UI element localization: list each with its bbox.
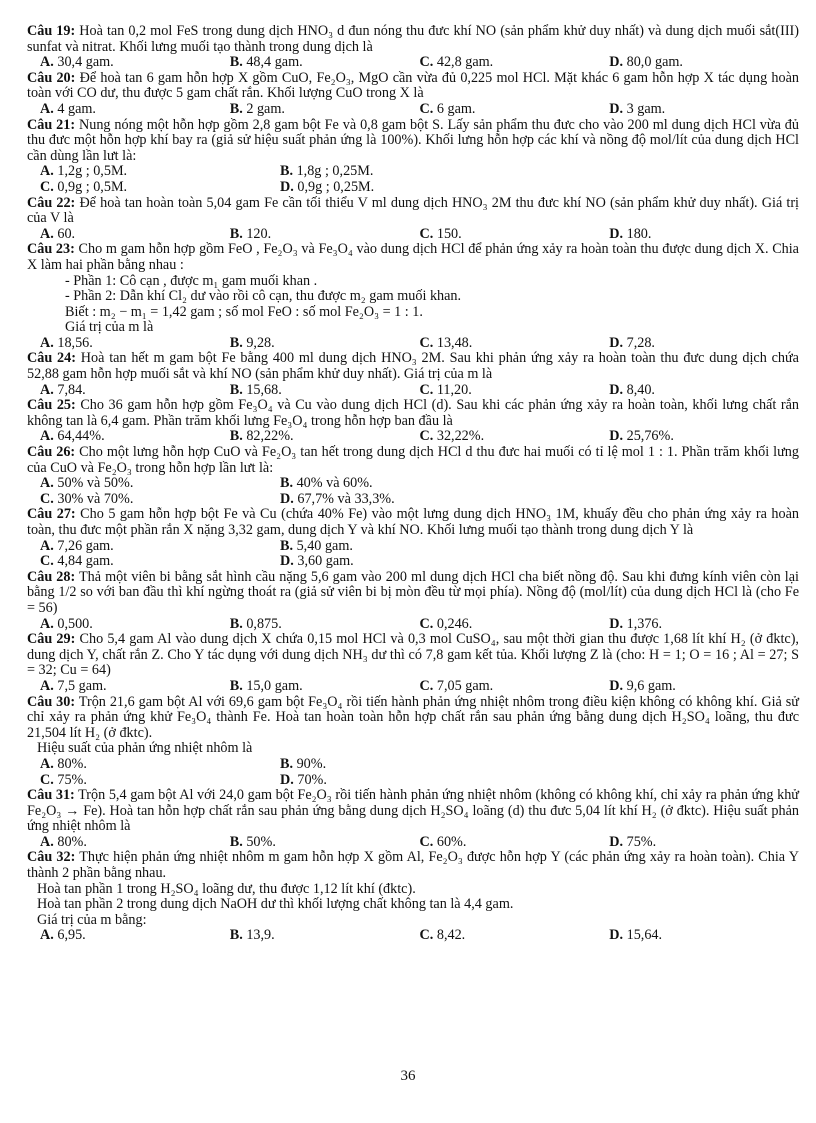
option-value: 120.: [246, 225, 272, 242]
option-value: 0,246.: [436, 615, 473, 632]
option-letter: B.: [229, 428, 243, 445]
answer-option: [230, 429, 420, 445]
answer-options: [27, 336, 799, 352]
question-body: Cho 5,4 gam Al vào dung dịch X chứa 0,15 mol HCl và 0,3 mol CuSO₄, sau một thời gian thu được 1,68 lít khí H₂ (ở đktc), dung dịch Y, chất rắn Z. Cho Y tác dụng với dung dịch NH₃ dư thì có 7,8 gam kết tủa. Khối lượng Z là (cho: H = 1; O = 16 ; Al = 27; S = 32; Cu = 64): [27, 631, 799, 679]
option-letter: A.: [40, 428, 54, 445]
option-value: 8,40.: [626, 381, 655, 398]
option-value: 80%.: [57, 833, 87, 850]
question-text: [27, 507, 799, 538]
option-value: 70%.: [297, 771, 327, 788]
question-block: [27, 351, 799, 398]
option-letter: B.: [229, 334, 243, 351]
option-value: 50%.: [246, 833, 276, 850]
option-letter: C.: [419, 225, 434, 242]
question-text: [27, 632, 799, 679]
answer-options: [27, 429, 799, 445]
answer-option: [609, 679, 799, 695]
option-value: 7,05 gam.: [436, 677, 494, 694]
question-label: Câu 24:: [27, 350, 76, 367]
question-text: [27, 570, 799, 617]
answer-options: [27, 757, 799, 788]
answer-option: [230, 617, 420, 633]
option-value: 6 gam.: [436, 100, 476, 117]
question-block: [27, 632, 799, 694]
option-value: 11,20.: [436, 381, 472, 398]
question-block: [27, 850, 799, 944]
option-letter: C.: [40, 178, 54, 195]
question-text: [27, 351, 799, 382]
option-letter: D.: [609, 100, 624, 117]
option-value: 67,7% và 33,3%.: [297, 490, 395, 507]
option-value: 2 gam.: [246, 100, 285, 117]
option-letter: A.: [40, 225, 54, 242]
answer-option: [40, 336, 230, 352]
option-letter: D.: [280, 553, 294, 570]
option-value: 75%.: [626, 833, 657, 850]
answer-options: [27, 227, 799, 243]
answer-options: [27, 164, 799, 195]
option-letter: D.: [280, 771, 294, 788]
question-text: [27, 398, 799, 429]
answer-option: [280, 539, 520, 555]
option-value: 8,42.: [436, 927, 466, 944]
answer-option: [40, 102, 230, 118]
answer-option: [420, 102, 610, 118]
option-letter: D.: [609, 381, 624, 398]
option-letter: D.: [280, 178, 294, 195]
question-block: [27, 24, 799, 71]
option-letter: C.: [419, 615, 434, 632]
option-letter: D.: [609, 334, 624, 351]
answer-option: [230, 102, 420, 118]
answer-option: [40, 180, 280, 196]
answer-option: [40, 55, 230, 71]
option-letter: D.: [609, 615, 624, 632]
question-label: Câu 32:: [27, 849, 76, 866]
option-value: 82,22%.: [246, 428, 294, 445]
option-letter: C.: [419, 334, 434, 351]
option-value: 9,28.: [246, 334, 275, 351]
answer-options: [27, 539, 799, 570]
answer-option: [40, 773, 280, 789]
option-value: 1,376.: [626, 615, 663, 632]
answer-option: [420, 336, 610, 352]
option-letter: B.: [229, 833, 243, 850]
answer-options: [27, 617, 799, 633]
option-value: 9,6 gam.: [626, 677, 676, 694]
question-body: Thả một viên bi bằng sắt hình cầu nặng 5,6 gam vào 200 ml dung dịch HCl cha biết nồng độ. Sau khi đưng kính viên còn lại bằng 1/2 so với ban đầu thì khí ngừng thoát ra (giả sử viên bi bị mòn đều từ mọi phía). Nồng độ (mol/lít) của dung dịch HCl là (cho Fe = 56): [27, 568, 799, 616]
option-value: 13,9.: [246, 927, 275, 944]
answer-option: [280, 476, 520, 492]
page-number: 36: [400, 1068, 416, 1084]
option-value: 18,56.: [57, 334, 93, 351]
question-block: [27, 118, 799, 196]
option-letter: A.: [40, 334, 54, 351]
option-letter: C.: [419, 833, 434, 850]
answer-options: [27, 383, 799, 399]
answer-options: [27, 928, 799, 944]
answer-option: [420, 928, 610, 944]
answer-option: [609, 227, 799, 243]
option-letter: B.: [229, 381, 243, 398]
question-text: [27, 118, 799, 165]
answer-option: [420, 679, 610, 695]
option-letter: D.: [609, 927, 624, 944]
option-letter: A.: [40, 537, 54, 554]
question-block: [27, 242, 799, 351]
option-value: 75%.: [57, 771, 87, 788]
question-text: [27, 788, 799, 835]
answer-option: [609, 429, 799, 445]
question-label: Câu 30:: [27, 693, 76, 710]
question-label: Câu 29:: [27, 631, 76, 648]
question-label: Câu 27:: [27, 506, 76, 523]
option-value: 6,95.: [57, 927, 86, 944]
question-block: [27, 570, 799, 632]
question-text: [27, 445, 799, 476]
question-subline: Giá trị của m là: [65, 319, 154, 336]
option-value: 0,9g ; 0,5M.: [57, 178, 128, 195]
answer-option: [420, 617, 610, 633]
question-label: Câu 19:: [27, 23, 76, 39]
answer-option: [420, 227, 610, 243]
question-subline: Hoà tan phần 2 trong dung dịch NaOH dư thì khối lượng chất không tan là 4,4 gam.: [37, 896, 514, 913]
answer-option: [609, 383, 799, 399]
answer-option: [280, 180, 520, 196]
question-body: Trộn 21,6 gam bột Al với 69,6 gam bột Fe₃O₄ rồi tiến hành phản ứng nhiệt nhôm trong điều kiện không có không khí. Giả sử chỉ xảy ra phản ứng khử Fe₃O₄ thành Fe. Hoà tan hoàn toàn hỗn hợp chất rắn sau phản ứng bằng dung dịch H₂SO₄ loãng, thu đưc 21,504 lít H₂ (ở đktc).: [27, 693, 799, 741]
option-letter: D.: [609, 677, 624, 694]
question-body: Hoà tan 0,2 mol FeS trong dung dịch HNO₃ d đun nóng thu đưc khí NO (sản phẩm khử duy nhất) và dung dịch muối sắt(III) sunfat và nitrat. Khối lưng muối tạo thành trong dung dịch là: [27, 23, 799, 55]
answer-option: [40, 928, 230, 944]
question-subline: - Phần 1: Cô cạn , được m₁ gam muối khan .: [65, 272, 318, 289]
answer-option: [40, 476, 280, 492]
answer-option: [609, 928, 799, 944]
answer-option: [609, 102, 799, 118]
option-letter: B.: [280, 537, 294, 554]
option-letter: A.: [40, 475, 54, 492]
option-letter: D.: [280, 490, 294, 507]
option-value: 5,40 gam.: [296, 537, 353, 554]
option-letter: B.: [229, 225, 243, 242]
option-value: 0,500.: [57, 615, 93, 632]
option-letter: B.: [229, 100, 243, 117]
option-value: 15,64.: [626, 927, 663, 944]
option-letter: C.: [419, 428, 434, 445]
option-letter: B.: [280, 163, 294, 180]
option-letter: C.: [40, 553, 54, 570]
option-value: 30% và 70%.: [57, 490, 134, 507]
option-value: 150.: [436, 225, 462, 242]
answer-option: [230, 928, 420, 944]
answer-option: [609, 55, 799, 71]
answer-option: [40, 164, 280, 180]
option-letter: C.: [419, 381, 434, 398]
option-letter: A.: [40, 755, 54, 772]
question-text: [27, 71, 799, 102]
question-label: Câu 28:: [27, 568, 76, 585]
option-value: 0,875.: [246, 615, 282, 632]
answer-option: [280, 554, 520, 570]
answer-option: [230, 55, 420, 71]
option-letter: B.: [229, 615, 243, 632]
option-letter: A.: [40, 100, 54, 117]
answer-option: [420, 383, 610, 399]
question-list: [27, 24, 799, 944]
answer-option: [420, 429, 610, 445]
option-value: 32,22%.: [436, 428, 485, 445]
option-letter: C.: [40, 771, 54, 788]
question-body: Cho một lưng hỗn hợp CuO và Fe₂O₃ tan hết trong dung dịch HCl d thu đưc hai muối có tỉ lệ mol 1 : 1. Phần trăm khối lưng của CuO và Fe₂O₃ trong hỗn hợp lần lưt là:: [27, 444, 799, 476]
answer-options: [27, 102, 799, 118]
answer-options: [27, 55, 799, 71]
question-label: Câu 20:: [27, 69, 76, 86]
question-subline: Hiệu suất của phản ứng nhiệt nhôm là: [37, 740, 253, 757]
answer-option: [230, 679, 420, 695]
question-subline: Biết : m₂ − m₁ = 1,42 gam ; số mol FeO : số mol Fe₂O₃ = 1 : 1.: [65, 303, 423, 320]
option-letter: A.: [40, 615, 54, 632]
answer-option: [230, 336, 420, 352]
answer-option: [40, 429, 230, 445]
question-text: [27, 196, 799, 227]
question-block: [27, 445, 799, 507]
question-label: Câu 25:: [27, 397, 76, 414]
answer-option: [280, 164, 520, 180]
option-value: 1,2g ; 0,5M.: [57, 163, 128, 180]
question-body: Nung nóng một hỗn hợp gồm 2,8 gam bột Fe và 0,8 gam bột S. Lấy sản phẩm thu đưc cho vào 200 ml dung dịch HCl vừa đủ thu đưc một hỗn hợp khí bay ra (giả sử hiệu suất phản ứng là 100%). Khối lưng hỗn hợp các khí và nồng độ mol/lít của dung dịch HCl cần dùng lần lưt là:: [27, 116, 799, 164]
question-text: [27, 695, 799, 742]
question-text: [27, 850, 799, 881]
question-text: [27, 24, 799, 55]
answer-option: [420, 835, 610, 851]
answer-options: [27, 476, 799, 507]
answer-option: [280, 773, 520, 789]
option-letter: C.: [419, 100, 434, 117]
option-value: 60%.: [436, 833, 467, 850]
option-value: 80%.: [57, 755, 87, 772]
option-value: 7,28.: [626, 334, 655, 351]
option-value: 3,60 gam.: [297, 553, 354, 570]
question-body: Cho 5 gam hỗn hợp bột Fe và Cu (chứa 40% Fe) vào một lưng dung dịch HNO₃ 1M, khuấy đều cho phản ứng xảy ra hoàn toàn, thu đưc một phần rắn X nặng 3,32 gam, dung dịch Y và khí NO. Khối lưng muối tạo thành trong dung dịch Y là: [27, 506, 799, 538]
option-value: 40% và 60%.: [296, 475, 373, 492]
question-body: Trộn 5,4 gam bột Al với 24,0 gam bột Fe₂O₃ rồi tiến hành phản ứng nhiệt nhôm (không có không khí, chỉ xảy ra phản ứng khử Fe₂O₃ → Fe). Hoà tan hỗn hợp chất rắn sau phản ứng bằng dung dịch H₂SO₄ loãng (d) thu đưc 5,04 lít khí H₂ (ở đktc). Hiệu suất phản ứng nhiệt nhôm là: [27, 787, 799, 835]
answer-options: [27, 679, 799, 695]
option-letter: A.: [40, 54, 54, 71]
answer-option: [609, 336, 799, 352]
option-letter: C.: [419, 927, 434, 944]
option-value: 4 gam.: [57, 100, 96, 117]
question-block: [27, 71, 799, 118]
option-value: 48,4 gam.: [246, 54, 303, 71]
question-body: Hoà tan hết m gam bột Fe bằng 400 ml dung dịch HNO₃ 2M. Sau khi phản ứng xảy ra hoàn toàn thu đưc dung dịch chứa 52,88 gam hỗn hợp muối sắt và khí NO (sản phẩm khử duy nhất). Giá trị của m là: [27, 350, 799, 383]
option-value: 0,9g ; 0,25M.: [297, 178, 375, 195]
question-label: Câu 26:: [27, 444, 76, 461]
option-value: 15,0 gam.: [246, 677, 303, 694]
answer-option: [40, 679, 230, 695]
option-value: 42,8 gam.: [436, 54, 494, 71]
option-letter: D.: [609, 428, 624, 445]
option-letter: D.: [609, 833, 624, 850]
option-letter: D.: [609, 54, 624, 71]
option-letter: A.: [40, 163, 54, 180]
option-letter: A.: [40, 677, 54, 694]
question-body: Thực hiện phản ứng nhiệt nhôm m gam hỗn hợp X gồm Al, Fe₂O₃ được hỗn hợp Y (các phản ứng xảy ra hoàn toàn). Chia Y thành 2 phần bằng nhau.: [27, 849, 799, 882]
question-block: [27, 398, 799, 445]
answer-option: [230, 835, 420, 851]
question-label: Câu 22:: [27, 194, 76, 211]
option-letter: A.: [40, 833, 54, 850]
answer-option: [609, 617, 799, 633]
option-value: 15,68.: [246, 381, 282, 398]
question-label: Câu 31:: [27, 787, 75, 804]
option-value: 1,8g ; 0,25M.: [296, 163, 374, 180]
question-body: Cho m gam hỗn hợp gồm FeO , Fe₂O₃ và Fe₃O₄ vào dung dịch HCl để phản ứng xảy ra hoàn toàn thu được dung dịch X. Chia X làm hai phần bằng nhau :: [27, 241, 799, 273]
question-label: Câu 23:: [27, 241, 75, 258]
answer-option: [280, 492, 520, 508]
answer-option: [40, 835, 230, 851]
question-subline: Giá trị của m bằng:: [37, 911, 147, 928]
question-body: Để hoà tan hoàn toàn 5,04 gam Fe cần tối thiểu V ml dung dịch HNO₃ 2M thu đưc khí NO (sản phẩm khử duy nhất). Giá trị của V là: [27, 194, 799, 227]
option-value: 7,84.: [57, 381, 86, 398]
option-value: 25,76%.: [626, 428, 674, 445]
question-body: Để hoà tan 6 gam hỗn hợp X gồm CuO, Fe₂O₃, MgO cần vừa đủ 0,225 mol HCl. Mặt khác 6 gam hỗn hợp X tác dụng hoàn toàn với CO dư, thu được 5 gam chất rắn. Khối lượng CuO trong X là: [27, 69, 799, 102]
option-letter: C.: [419, 54, 434, 71]
question-subline: - Phần 2: Dẫn khí Cl₂ dư vào rồi cô cạn, thu được m₂ gam muối khan.: [65, 288, 462, 305]
answer-option: [230, 227, 420, 243]
answer-option: [40, 492, 280, 508]
question-block: [27, 788, 799, 850]
option-value: 7,5 gam.: [57, 677, 107, 694]
option-letter: B.: [280, 475, 294, 492]
option-value: 64,44%.: [57, 428, 105, 445]
question-block: [27, 196, 799, 243]
option-value: 3 gam.: [626, 100, 666, 117]
option-letter: B.: [280, 755, 294, 772]
option-letter: C.: [40, 490, 54, 507]
question-block: [27, 695, 799, 789]
option-value: 90%.: [296, 755, 327, 772]
answer-option: [280, 757, 520, 773]
question-label: Câu 21:: [27, 116, 76, 133]
answer-option: [40, 539, 280, 555]
option-value: 7,26 gam.: [57, 537, 114, 554]
option-letter: C.: [419, 677, 434, 694]
question-text: [27, 242, 799, 273]
option-value: 80,0 gam.: [626, 54, 683, 71]
answer-option: [230, 383, 420, 399]
question-subline: Hoà tan phần 1 trong H₂SO₄ loãng dư, thu được 1,12 lít khí (đktc).: [37, 880, 416, 897]
option-value: 30,4 gam.: [57, 54, 114, 71]
question-body: Cho 36 gam hỗn hợp gồm Fe₃O₄ và Cu vào dung dịch HCl (d). Sau khi các phản ứng xảy ra hoàn toàn, khối lưng chất rắn không tan là 6,4 gam. Phần trăm khối lưng Fe₃O₄ trong hỗn hợp ban đầu là: [27, 397, 799, 429]
option-letter: A.: [40, 381, 54, 398]
answer-option: [40, 227, 230, 243]
option-letter: B.: [229, 54, 243, 71]
answer-option: [609, 835, 799, 851]
answer-option: [420, 55, 610, 71]
option-value: 50% và 50%.: [57, 475, 134, 492]
option-letter: B.: [229, 927, 243, 944]
option-letter: B.: [229, 677, 243, 694]
question-block: [27, 507, 799, 569]
option-value: 180.: [626, 225, 652, 242]
answer-options: [27, 835, 799, 851]
answer-option: [40, 554, 280, 570]
option-value: 4,84 gam.: [57, 553, 114, 570]
option-letter: D.: [609, 225, 624, 242]
option-letter: A.: [40, 927, 54, 944]
answer-option: [40, 383, 230, 399]
answer-option: [40, 617, 230, 633]
answer-option: [40, 757, 280, 773]
option-value: 13,48.: [436, 334, 473, 351]
option-value: 60.: [57, 225, 76, 242]
